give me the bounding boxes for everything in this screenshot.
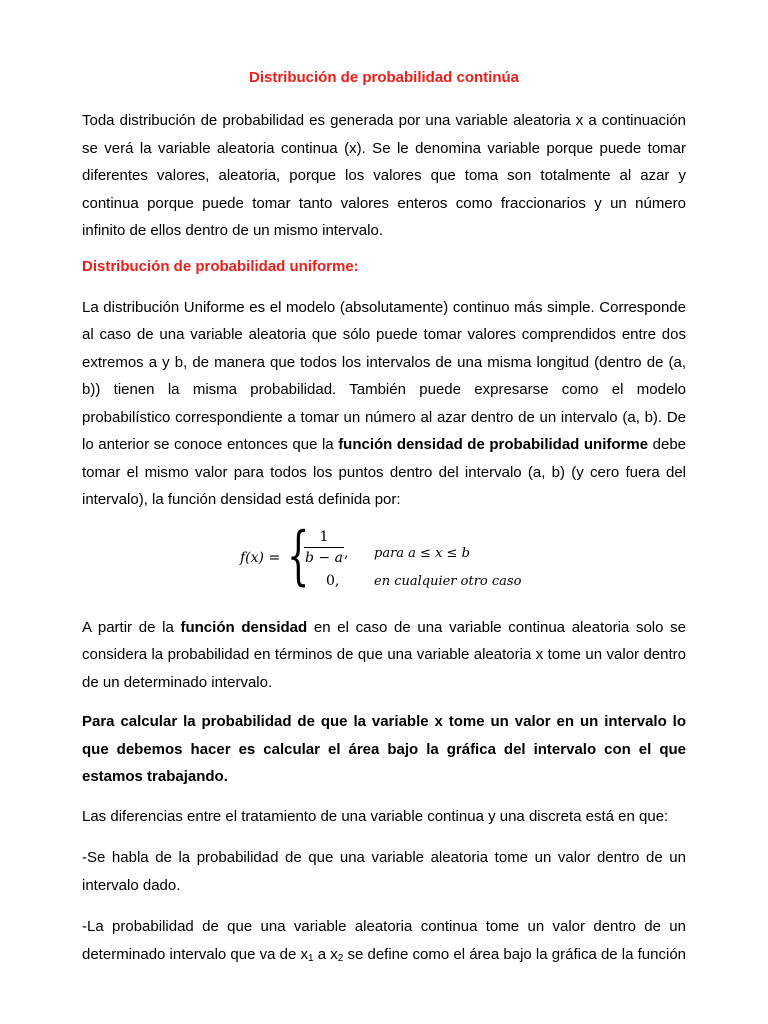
density-text-after: en el caso de una variable continua aleatoria solo se considera la probabilidad en términos de que una variable aleatoria x tome un valor dentro de un determinado intervalo. (82, 618, 686, 691)
uniform-paragraph (82, 294, 686, 514)
density-formula (82, 518, 686, 594)
fraction-numerator: 1 (319, 528, 329, 545)
bullet-2 (82, 913, 686, 972)
section-heading: Distribución de probabilidad uniforme: (82, 257, 359, 275)
document-title: Distribución de probabilidad continúa (248, 69, 519, 86)
uniform-bold-term: función densidad de probabilidad uniforme (338, 436, 649, 453)
fraction-denominator: b − a (305, 549, 343, 566)
formula-condition-2: en cualquier otro caso (374, 573, 522, 589)
uniform-text-before: La distribución Uniforme es el modelo (absolutamente) continuo más simple. Corresponde al caso de una variable aleatoria que sólo puede tomar valores comprendidos entre dos extremos a y b, de manera que todos los intervalos de una misma longitud (dentro de (a, b)) tienen la misma probabilidad. También puede expresarse como el modelo probabilístico correspondiente a tomar un número al azar dentro de un intervalo (a, b). De lo anterior se conoce entonces que la (82, 298, 686, 453)
bullet-2-mid: a x (313, 945, 338, 963)
density-text-before: A partir de la (82, 618, 181, 636)
bullet-2-after: se define como el área bajo la gráfica de la función (343, 945, 687, 963)
formula-comma: , (344, 544, 349, 561)
formula-fraction (304, 528, 344, 567)
differences-paragraph: Las diferencias entre el tratamiento de una variable continua y una discreta está en que: (82, 807, 669, 825)
intro-paragraph: Toda distribución de probabilidad es generada por una variable aleatoria x a continuación se verá la variable aleatoria continua (x). Se le denomina variable porque puede tomar diferentes valores, aleatoria, porque los valores que toma son totalmente al azar y continua porque puede tomar tanto valores enteros como fraccionarios y un número infinito de ellos dentro de un mismo intervalo. (82, 112, 686, 239)
bold-paragraph: Para calcular la probabilidad de que la variable x tome un valor en un intervalo lo que debemos hacer es calcular el área bajo la gráfica del intervalo con el que estamos trabajando. (82, 713, 686, 785)
density-bold-term: función densidad (180, 618, 308, 636)
fraction-bar (304, 547, 344, 548)
formula-lhs: f(x) = (240, 549, 281, 566)
formula-brace: { (287, 518, 310, 593)
bullet-2-before: -La probabilidad de que una variable aleatoria continua tome un valor dentro de un determinado intervalo que va de x (82, 918, 686, 963)
bullet-2-sub-1: 1 (307, 952, 314, 964)
formula-zero: 0, (326, 572, 340, 589)
bullet-2-sub-2: 2 (337, 952, 344, 964)
formula-condition-1: para a ≤ x ≤ b (374, 545, 470, 561)
uniform-text-after: debe tomar el mismo valor para todos los puntos dentro del intervalo (a, b) (y cero fuera del intervalo), la función densidad está definida por: (82, 436, 686, 508)
bullet-1: -Se habla de la probabilidad de que una variable aleatoria tome un valor dentro de un intervalo dado. (82, 849, 686, 894)
density-paragraph (82, 614, 686, 697)
document-page (82, 68, 686, 984)
